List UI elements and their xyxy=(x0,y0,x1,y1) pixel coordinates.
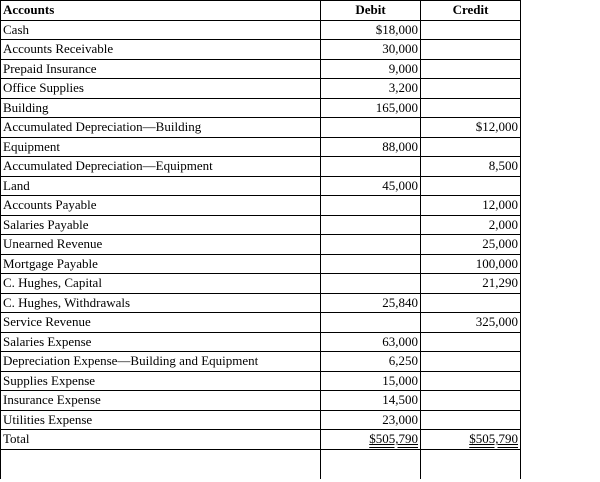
tail-cell xyxy=(421,449,521,479)
account-cell: Unearned Revenue xyxy=(1,235,321,255)
credit-cell xyxy=(421,20,521,40)
account-cell: Utilities Expense xyxy=(1,410,321,430)
table-row xyxy=(1,59,521,79)
debit-cell: 25,840 xyxy=(321,293,421,313)
account-cell: Mortgage Payable xyxy=(1,254,321,274)
debit-cell: 63,000 xyxy=(321,332,421,352)
table-row xyxy=(1,313,521,333)
debit-cell: $18,000 xyxy=(321,20,421,40)
debit-cell xyxy=(321,157,421,177)
credit-cell: 12,000 xyxy=(421,196,521,216)
debit-cell xyxy=(321,313,421,333)
total-debit xyxy=(321,430,421,450)
debit-cell xyxy=(321,196,421,216)
account-cell: Cash xyxy=(1,20,321,40)
table-tail xyxy=(1,449,521,479)
tail-cell xyxy=(321,449,421,479)
table-row xyxy=(1,118,521,138)
credit-cell xyxy=(421,40,521,60)
header-credit: Credit xyxy=(421,1,521,21)
debit-cell: 14,500 xyxy=(321,391,421,411)
header-debit: Debit xyxy=(321,1,421,21)
account-cell: Service Revenue xyxy=(1,313,321,333)
credit-cell: 2,000 xyxy=(421,215,521,235)
table-row xyxy=(1,235,521,255)
credit-cell: $12,000 xyxy=(421,118,521,138)
total-debit-value: $505,790 xyxy=(369,431,418,447)
account-cell: Accounts Receivable xyxy=(1,40,321,60)
table-row xyxy=(1,293,521,313)
header-accounts: Accounts xyxy=(1,1,321,21)
account-cell: Depreciation Expense—Building and Equipment xyxy=(1,352,321,372)
debit-cell: 9,000 xyxy=(321,59,421,79)
table-row xyxy=(1,410,521,430)
table-row xyxy=(1,254,521,274)
table-row xyxy=(1,196,521,216)
account-cell: Accumulated Depreciation—Building xyxy=(1,118,321,138)
account-cell: Salaries Expense xyxy=(1,332,321,352)
credit-cell: 8,500 xyxy=(421,157,521,177)
credit-cell xyxy=(421,137,521,157)
table-row xyxy=(1,20,521,40)
account-cell: Office Supplies xyxy=(1,79,321,99)
table-row xyxy=(1,98,521,118)
table-row xyxy=(1,391,521,411)
credit-cell xyxy=(421,59,521,79)
credit-cell: 325,000 xyxy=(421,313,521,333)
total-credit-value: $505,790 xyxy=(469,431,518,447)
debit-cell: 165,000 xyxy=(321,98,421,118)
credit-cell xyxy=(421,371,521,391)
account-cell: Accumulated Depreciation—Equipment xyxy=(1,157,321,177)
table-row xyxy=(1,352,521,372)
credit-cell xyxy=(421,332,521,352)
debit-cell xyxy=(321,274,421,294)
account-cell: Equipment xyxy=(1,137,321,157)
total-label: Total xyxy=(1,430,321,450)
account-cell: Salaries Payable xyxy=(1,215,321,235)
account-cell: Prepaid Insurance xyxy=(1,59,321,79)
account-cell: Accounts Payable xyxy=(1,196,321,216)
debit-cell xyxy=(321,118,421,138)
credit-cell xyxy=(421,176,521,196)
account-cell: Building xyxy=(1,98,321,118)
debit-cell: 30,000 xyxy=(321,40,421,60)
debit-cell xyxy=(321,235,421,255)
total-credit xyxy=(421,430,521,450)
credit-cell xyxy=(421,352,521,372)
table-row xyxy=(1,371,521,391)
table-row xyxy=(1,215,521,235)
header-row xyxy=(1,1,521,21)
debit-cell: 15,000 xyxy=(321,371,421,391)
credit-cell: 21,290 xyxy=(421,274,521,294)
table-row xyxy=(1,274,521,294)
account-cell: C. Hughes, Capital xyxy=(1,274,321,294)
credit-cell xyxy=(421,410,521,430)
credit-cell xyxy=(421,98,521,118)
credit-cell: 100,000 xyxy=(421,254,521,274)
debit-cell: 6,250 xyxy=(321,352,421,372)
table-row xyxy=(1,332,521,352)
debit-cell xyxy=(321,254,421,274)
debit-cell: 23,000 xyxy=(321,410,421,430)
table-row xyxy=(1,40,521,60)
account-cell: Insurance Expense xyxy=(1,391,321,411)
credit-cell xyxy=(421,391,521,411)
total-row xyxy=(1,430,521,450)
debit-cell: 45,000 xyxy=(321,176,421,196)
table-row xyxy=(1,137,521,157)
table-row xyxy=(1,79,521,99)
credit-cell: 25,000 xyxy=(421,235,521,255)
table-row xyxy=(1,157,521,177)
credit-cell xyxy=(421,293,521,313)
account-rows xyxy=(1,20,521,430)
tail-cell xyxy=(1,449,321,479)
account-cell: C. Hughes, Withdrawals xyxy=(1,293,321,313)
debit-cell: 3,200 xyxy=(321,79,421,99)
debit-cell: 88,000 xyxy=(321,137,421,157)
credit-cell xyxy=(421,79,521,99)
table-row xyxy=(1,176,521,196)
account-cell: Supplies Expense xyxy=(1,371,321,391)
account-cell: Land xyxy=(1,176,321,196)
debit-cell xyxy=(321,215,421,235)
